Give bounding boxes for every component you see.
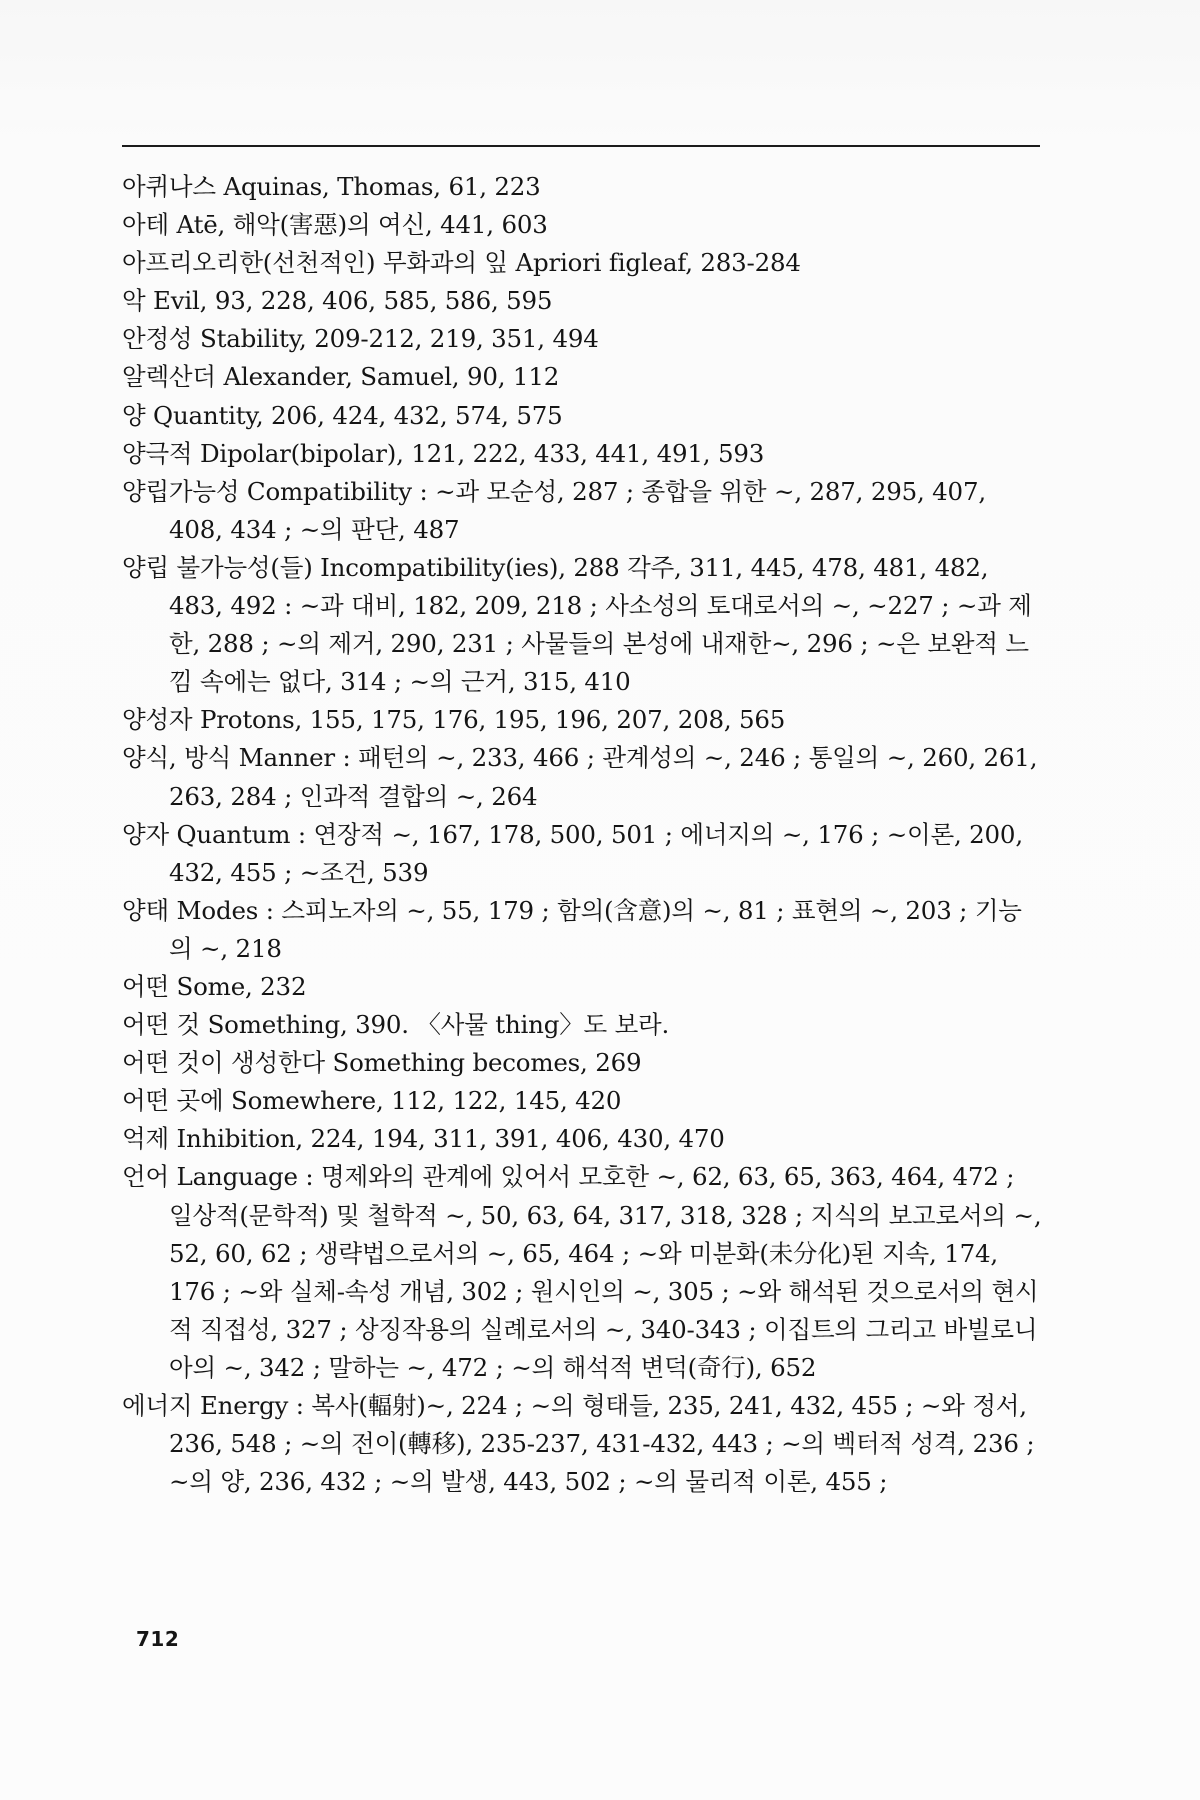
index-entry: 안정성 Stability, 209-212, 219, 351, 494 bbox=[122, 324, 599, 354]
index-entry: 어떤 것 Something, 390. 〈사물 thing〉도 보라. bbox=[122, 1010, 670, 1040]
index-entry: 어떤 Some, 232 bbox=[122, 971, 307, 1001]
index-entry: 아테 Atē, 해악(害惡)의 여신, 441, 603 bbox=[122, 210, 548, 240]
index-entry: 억제 Inhibition, 224, 194, 311, 391, 406, 430, 470 bbox=[122, 1124, 725, 1154]
index-entry: 악 Evil, 93, 228, 406, 585, 586, 595 bbox=[122, 286, 553, 316]
index-entry: 아프리오리한(선천적인) 무화과의 잎 Apriori figleaf, 283-284 bbox=[122, 248, 801, 278]
index-entry: 언어 Language : 명제와의 관계에 있어서 모호한 ~, 62, 63, 65, 363, 464, 472 ; 일상적(문학적) 및 철학적 ~, 50, 63, 64, 317, 318, 328 ; 지식의 보고로서의 ~, 52, 60, 62 ; 생략법으로서의 ~, 65, 464 ; ~와 미분화(未分化)된 지속, 174, 176 ; ~와 실체-속성 개념, 302 ; 원시인의 ~, 305 ; ~와 해석된 것으로서의 현시적 직접성, 327 ; 상징작용의 실례로서의 ~, 340-343 ; 이집트의 그리고 바빌로니아의 ~, 342 ; 말하는 ~, 472 ; ~의 해석적 변덕(奇行), 652 bbox=[122, 1162, 1042, 1382]
index-entry: 어떤 곳에 Somewhere, 112, 122, 145, 420 bbox=[122, 1086, 622, 1116]
index-entry: 양식, 방식 Manner : 패턴의 ~, 233, 466 ; 관계성의 ~, 246 ; 통일의 ~, 260, 261, 263, 284 ; 인과적 결합의 ~, 264 bbox=[122, 743, 1038, 811]
index-entry: 양립 불가능성(들) Incompatibility(ies), 288 각주, 311, 445, 478, 481, 482, 483, 492 : ~과 대비, 182, 209, 218 ; 사소성의 토대로서의 ~, ~227 ; ~과 제한, 288 ; ~의 제거, 290, 231 ; 사물들의 본성에 내재한~, 296 ; ~은 보완적 느낌 속에는 없다, 314 ; ~의 근거, 315, 410 bbox=[122, 552, 1032, 697]
top-rule bbox=[122, 145, 1040, 147]
index-entry: 아퀴나스 Aquinas, Thomas, 61, 223 bbox=[122, 172, 541, 201]
index-entry: 알렉산더 Alexander, Samuel, 90, 112 bbox=[122, 362, 560, 392]
index-entry: 어떤 것이 생성한다 Something becomes, 269 bbox=[122, 1048, 642, 1078]
index-entry-list bbox=[122, 168, 1042, 1501]
page-number: 712 bbox=[136, 1627, 180, 1651]
index-entry: 양태 Modes : 스피노자의 ~, 55, 179 ; 함의(含意)의 ~, 81 ; 표현의 ~, 203 ; 기능의 ~, 218 bbox=[122, 895, 1022, 963]
index-entry: 양극적 Dipolar(bipolar), 121, 222, 433, 441, 491, 593 bbox=[122, 438, 765, 468]
index-entry: 에너지 Energy : 복사(輻射)~, 224 ; ~의 형태들, 235, 241, 432, 455 ; ~와 정서, 236, 548 ; ~의 전이(轉移), 235-237, 431-432, 443 ; ~의 벡터적 성격, 236 ; ~의 양, 236, 432 ; ~의 발생, 443, 502 ; ~의 물리적 이론, 455 ; bbox=[122, 1391, 1035, 1497]
index-entry: 양자 Quantum : 연장적 ~, 167, 178, 500, 501 ; 에너지의 ~, 176 ; ~이론, 200, 432, 455 ; ~조건, 539 bbox=[122, 819, 1023, 887]
index-entry: 양성자 Protons, 155, 175, 176, 195, 196, 207, 208, 565 bbox=[122, 705, 786, 735]
index-entry: 양 Quantity, 206, 424, 432, 574, 575 bbox=[122, 400, 563, 430]
index-entry: 양립가능성 Compatibility : ~과 모순성, 287 ; 종합을 위한 ~, 287, 295, 407, 408, 434 ; ~의 판단, 487 bbox=[122, 476, 986, 544]
